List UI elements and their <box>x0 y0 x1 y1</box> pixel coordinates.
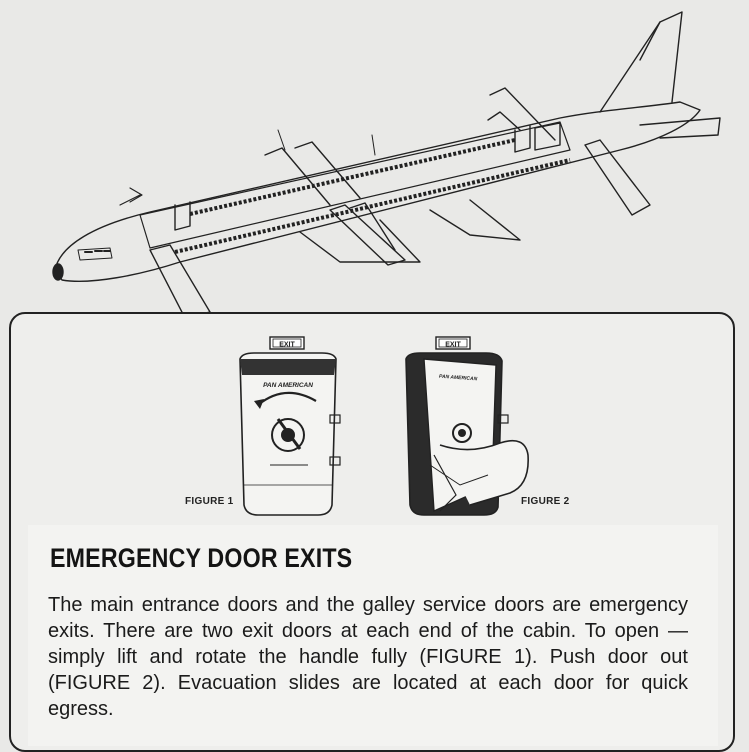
exit-sign-icon <box>436 337 470 349</box>
upper-window-row <box>190 140 515 214</box>
door-brand-text: PAN AMERICAN <box>263 382 313 389</box>
tail-fin <box>600 12 682 112</box>
section-heading: EMERGENCY DOOR EXITS <box>50 543 353 573</box>
section-body-text: The main entrance doors and the galley service doors are emergency exits. There are two exit doors at each end of the cabin. To open — simply lift and rotate the handle fully (FIGURE 1). Push door out (FIGURE 2). Evacuation slides are located at each door for quick egress. <box>48 594 688 720</box>
door-brand-text-open: PAN AMERICAN <box>438 373 478 383</box>
figure2-exit-text: EXIT <box>445 341 461 349</box>
exit-sign-icon <box>270 337 304 349</box>
figure2-label: FIGURE 2 <box>521 496 570 507</box>
figure-1-door-closed <box>230 335 350 520</box>
figure-2-door-opening <box>400 335 550 520</box>
figure1-exit-text: EXIT <box>279 341 295 349</box>
slide-front-left <box>150 245 210 312</box>
figure1-label: FIGURE 1 <box>185 496 234 507</box>
horizontal-stabilizer <box>640 118 720 138</box>
aircraft-cutaway-illustration <box>0 0 749 312</box>
